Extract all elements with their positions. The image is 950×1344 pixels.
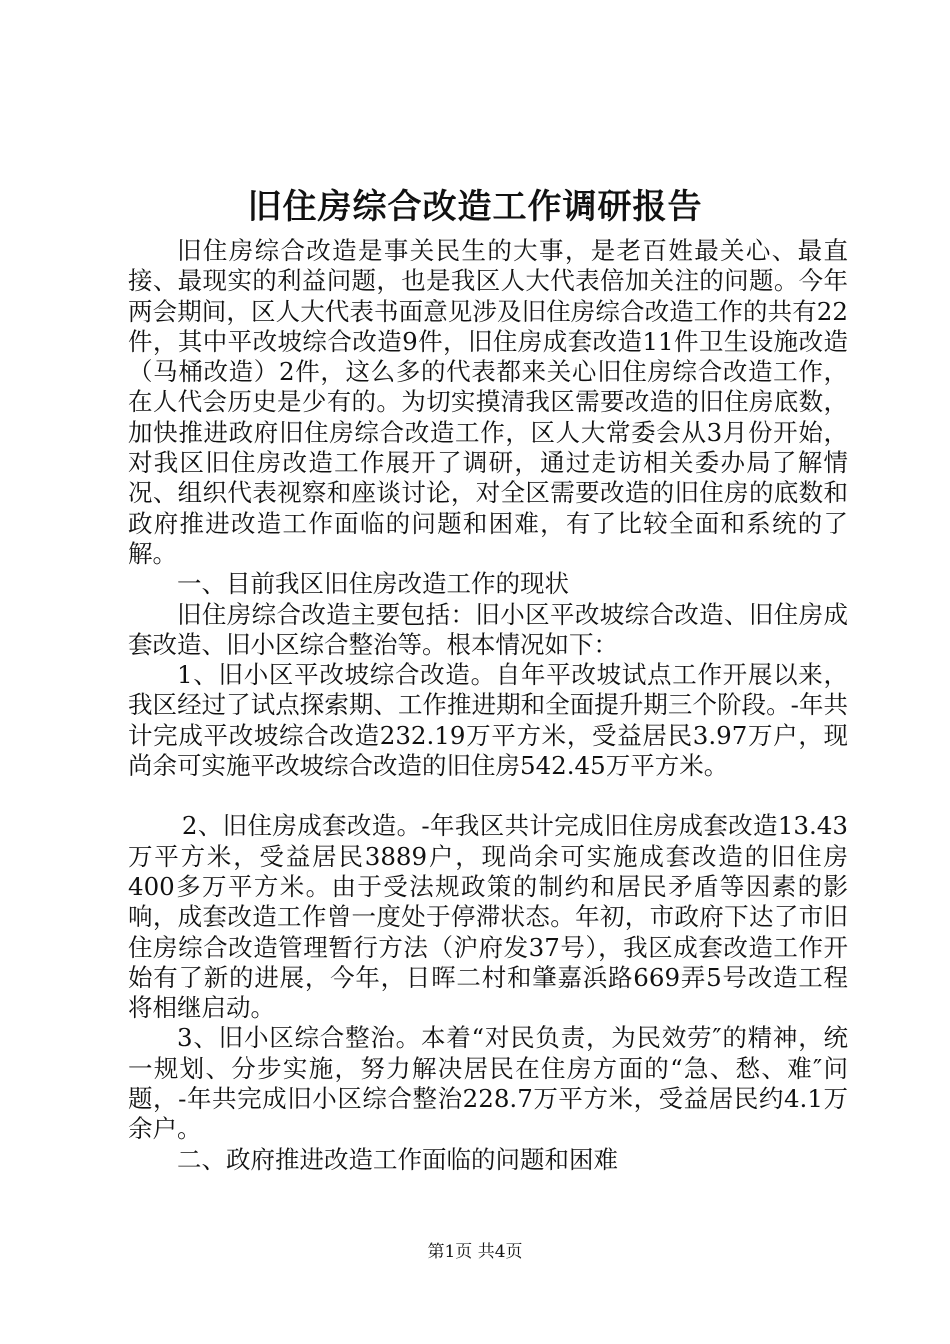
section-heading-1: 一、目前我区旧住房改造工作的现状 <box>177 569 569 599</box>
document-body <box>128 236 848 1175</box>
document-title: 旧住房综合改造工作调研报告 <box>247 187 703 227</box>
paragraph-item-2: 2、旧住房成套改造。-年我区共计完成旧住房成套改造13.43万平方米，受益居民3889户，现尚余可实施成套改造的旧住房400多万平方米。由于受法规政策的制约和居民矛盾等因素的影响，成套改造工作曾一度处于停滞状态。年初，市政府下达了市旧住房综合改造管理暂行方法（沪府发37号），我区成套改造工作开始有了新的进展，今年，日晖二村和肇嘉浜路669弄5号改造工程将相继启动。 <box>128 811 848 1023</box>
paragraph-item-1: 1、旧小区平改坡综合改造。自年平改坡试点工作开展以来，我区经过了试点探索期、工作推进期和全面提升期三个阶段。-年共计完成平改坡综合改造232.19万平方米，受益居民3.97万户，现尚余可实施平改坡综合改造的旧住房542.45万平方米。 <box>128 660 848 781</box>
section-heading-2: 二、政府推进改造工作面临的问题和困难 <box>177 1144 618 1174</box>
paragraph-intro: 旧住房综合改造是事关民生的大事，是老百姓最关心、最直接、最现实的利益问题，也是我区人大代表倍加关注的问题。今年两会期间，区人大代表书面意见涉及旧住房综合改造工作的共有22件，其中平改坡综合改造9件，旧住房成套改造11件卫生设施改造（马桶改造）2件，这么多的代表都来关心旧住房综合改造工作，在人代会历史是少有的。为切实摸清我区需要改造的旧住房底数，加快推进政府旧住房综合改造工作，区人大常委会从3月份开始，对我区旧住房改造工作展开了调研，通过走访相关委办局了解情况、组织代表视察和座谈讨论，对全区需要改造的旧住房的底数和政府推进改造工作面临的问题和困难，有了比较全面和系统的了解。 <box>128 236 848 568</box>
page-number-footer: 第1页 共4页 <box>427 1242 523 1262</box>
paragraph-overview: 旧住房综合改造主要包括：旧小区平改坡综合改造、旧住房成套改造、旧小区综合整治等。根本情况如下： <box>128 599 848 659</box>
paragraph-item-3: 3、旧小区综合整治。本着“对民负责，为民效劳″的精神，统一规划、分步实施，努力解决居民在住房方面的“急、愁、难″问题，-年共完成旧小区综合整治228.7万平方米，受益居民约4.1万余户。 <box>128 1023 848 1144</box>
